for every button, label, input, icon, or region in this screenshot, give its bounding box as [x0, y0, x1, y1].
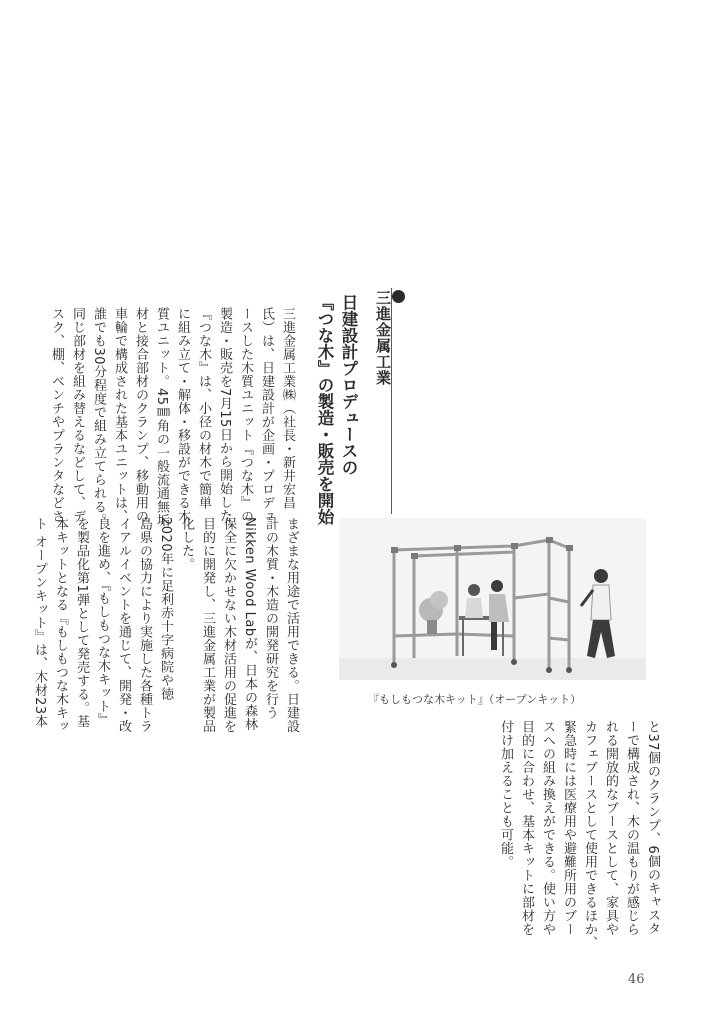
body-line: れる開放的なブースとして、家具や: [603, 720, 618, 936]
body-line: 製造・販売を7月15日から開始した。: [217, 307, 232, 536]
body-line: スク、棚、ベンチやプランタなどさ: [49, 307, 64, 523]
headline-line: 日建設計プロデュースの: [339, 294, 358, 476]
body-line: 目的に合わせ、基本キットに部材を: [519, 720, 534, 936]
body-line: と37個のクランプ、6個のキャスタ: [645, 720, 660, 936]
body-line: 誰でも30分程度で組み立てられる。: [91, 307, 106, 528]
body-line: まざまな用途で活用できる。日建設: [284, 517, 299, 733]
body-line: 2020年に足利赤十字病院や徳: [158, 517, 173, 701]
body-line: ースした木質ユニット『つな木』の: [238, 307, 253, 523]
body-line: 付け加えることも可能。: [498, 720, 513, 869]
section-divider: [391, 288, 392, 514]
body-line: ト オープンキット』は、木材23本: [32, 517, 47, 729]
booth-illustration: [339, 518, 646, 680]
body-line: 同じ部材を組み替えるなどして、デ: [70, 307, 85, 523]
body-line: 材と接合部材のクランプ、移動用の: [133, 307, 148, 523]
category-label: [374, 290, 405, 386]
article-body-right: [495, 720, 663, 950]
body-line: 良を進め、『もしもつな木キット』: [95, 517, 110, 727]
body-line: 三進金属工業㈱（社長・新井宏昌: [280, 307, 295, 510]
body-line: イアルイベントを通じて、開発・改: [116, 517, 131, 733]
body-line: 緊急時には医療用や避難所用のブー: [561, 720, 576, 936]
article-body-lower: [29, 517, 302, 733]
body-line: 目的に開発し、三進金属工業が製品: [200, 517, 215, 733]
headline-line: 『つな木』の製造・販売を開始: [315, 294, 334, 525]
body-line: 氏）は、日建設計が企画・プロデュ: [259, 307, 274, 523]
body-line: ーで構成され、木の温もりが感じら: [624, 720, 639, 936]
body-line: 化した。: [179, 517, 194, 571]
body-line: 質ユニット。45㎜角の一般流通無垢: [154, 307, 169, 528]
body-line: を製品化第1弾として発売する。基: [74, 517, 89, 729]
headline: [312, 294, 360, 525]
body-line: 保全に欠かせない木材活用の促進を: [221, 517, 236, 733]
body-line: 島県の協力により実施した各種トラ: [137, 517, 152, 733]
product-photo: [339, 518, 646, 680]
body-line: に組み立て・解体・移設ができる木: [175, 307, 190, 523]
page-number: 46: [628, 972, 645, 987]
body-line: 車輪で構成された基本ユニットは、: [112, 307, 127, 523]
body-line: スへの組み換えができる。使い方や: [540, 720, 555, 936]
bullet-dot-icon: [392, 290, 405, 303]
category-label-text: 三進金属工業: [374, 290, 392, 386]
article-body-upper: [46, 307, 298, 536]
body-line: Nikken Wood Labが、日本の森林: [242, 517, 257, 732]
body-line: 計の木質・木造の開発研究を行う: [263, 517, 278, 720]
body-line: カフェブースとして使用できるほか、: [582, 720, 597, 950]
photo-caption: 『もしもつな木キット』（オープンキット）: [368, 693, 582, 706]
body-line: 『つな木』は、小径の材木で簡単: [196, 307, 211, 510]
body-line: 本キットとなる『もしもつな木キッ: [53, 517, 68, 733]
